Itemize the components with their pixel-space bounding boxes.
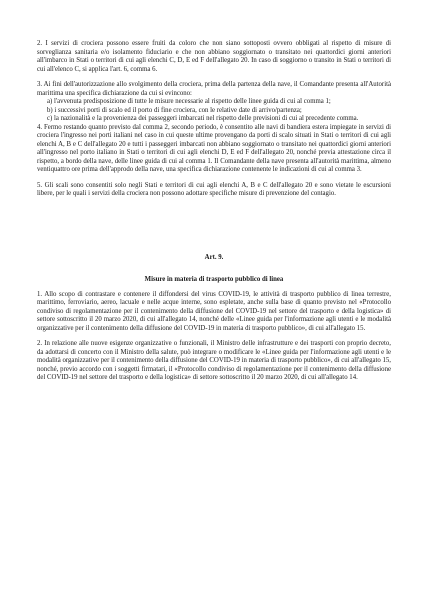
paragraph-2: 2. I servizi di crociera possono essere fruiti da coloro che non siano sottoposti ovvero obbligati al rispetto di misure di sorveglianza sanitaria e/o isolamento fiduciario e che non abbiano soggiornato o transitato nei quattordici giorni anteriori all'imbarco in Stati o territori di cui agli elenchi C, D, E ed F dell'allegato 20. In caso di soggiorno o transito in Stati o territori di cui all'elenco C, si applica l'art. 6, comma 6. bbox=[37, 40, 391, 73]
article-9-paragraph-1: 1. Allo scopo di contrastare e contenere il diffondersi del virus COVID-19, le attività di trasporto pubblico di linea terrestre, marittimo, ferroviario, aereo, lacuale e nelle acque interne, sono espletate, anche sulla base di quanto previsto nel «Protocollo condiviso di regolamentazione per il contenimento della diffusione del COVID-19 nel settore del trasporto e della logistica» di settore sottoscritto il 20 marzo 2020, di cui all'allegato 14, nonché delle «Linee guida per l'informazione agli utenti e le modalità organizzative per il contenimento della diffusione del COVID-19 in materia di trasporto pubblico», di cui all'allegato 15. bbox=[37, 290, 391, 332]
paragraph-5: 5. Gli scali sono consentiti solo negli Stati e territori di cui agli elenchi A, B e C dell'allegato 20 e sono vietate le escursioni libere, per le quali i servizi della crociera non possono adottare specifiche misure di prevenzione del contagio. bbox=[37, 181, 391, 197]
paragraph-3-item-b: b) i successivi porti di scalo ed il porto di fine crociera, con le relative date di arrivo/partenza; bbox=[47, 106, 302, 114]
article-heading: Misure in materia di trasporto pubblico di linea bbox=[144, 276, 284, 283]
document-page bbox=[37, 40, 391, 390]
paragraph-4: 4. Fermo restando quanto previsto dal comma 2, secondo periodo, è consentito alle navi di bandiera estera impiegate in servizi di crociera l'ingresso nei porti italiani nel caso in cui queste ultime provengano da porti di scalo situati in Stati o territori di cui agli elenchi A, B e C dell'allegato 20 e tutti i passeggeri imbarcati non abbiano soggiornato o transitato nei quattordici giorni anteriori all'ingresso nel porto italiano in Stati o territori di cui agli elenchi D, E ed F dell'allegato 20, nonché previa attestazione circa il rispetto, a bordo della nave, delle linee guida di cui al comma 1. Il Comandante della nave presenta all'autorità marittima, almeno ventiquattro ore prima dell'approdo della nave, una specifica dichiarazione contenente le indicazioni di cui al comma 3. bbox=[37, 123, 391, 173]
section-spacer bbox=[37, 206, 391, 254]
article-9-paragraph-2: 2. In relazione alle nuove esigenze organizzative o funzionali, il Ministro delle infrastrutture e dei trasporti con proprio decreto, da adottarsi di concerto con il Ministro della salute, può integrare o modificare le «Linee guida per l'informazione agli utenti e le modalità organizzative per il contenimento della diffusione del COVID-19 in materia di trasporto pubblico», di cui all'allegato 15, nonché, previo accordo con i soggetti firmatari, il «Protocollo condiviso di regolamentazione per il contenimento della diffusione del COVID-19 nel settore del trasporto e della logistica» di settore sottoscritto il 20 marzo 2020, di cui all'allegato 14. bbox=[37, 340, 391, 381]
article-number: Art. 9. bbox=[204, 253, 224, 261]
paragraph-3-item-c: c) la nazionalità e la provenienza dei passeggeri imbarcati nel rispetto delle previsioni di cui al precedente comma. bbox=[47, 115, 359, 122]
paragraph-3-intro: 3. Ai fini dell'autorizzazione allo svolgimento della crociera, prima della partenza della nave, il Comandante presenta all'Autorità marittima una specifica dichiarazione da cui si evincono: bbox=[37, 81, 391, 97]
heading-spacer bbox=[37, 262, 391, 276]
paragraph-3-item-a: a) l'avvenuta predisposizione di tutte le misure necessarie al rispetto delle linee guida di cui al comma 1; bbox=[47, 98, 331, 105]
